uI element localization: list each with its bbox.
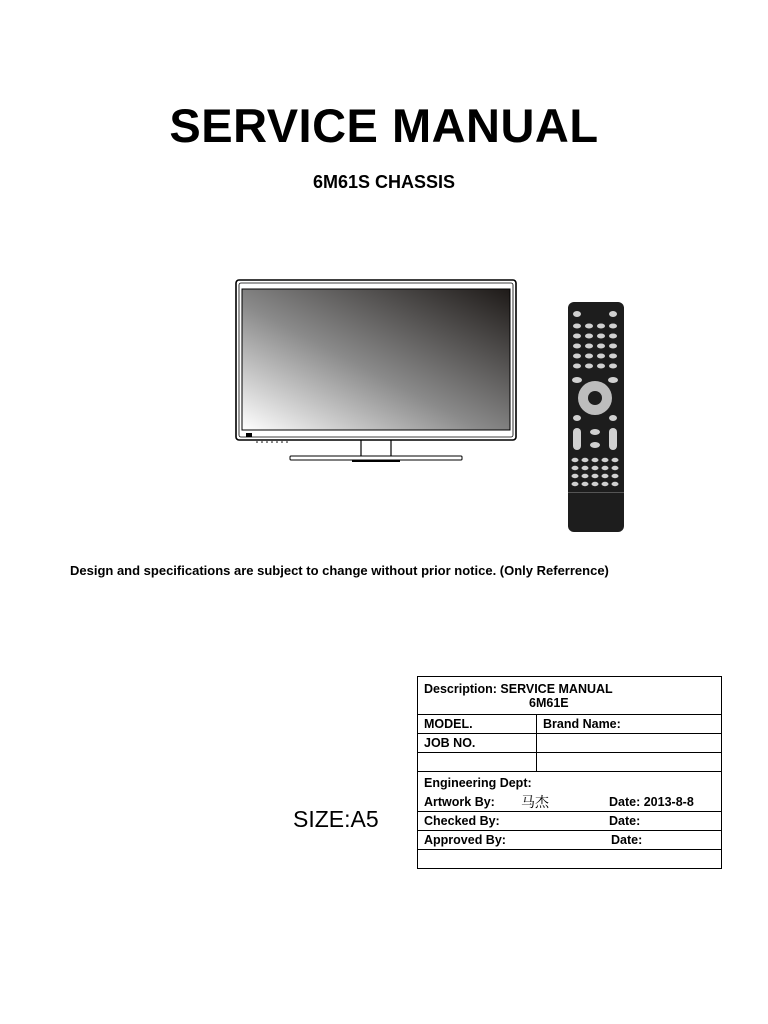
document-subtitle: 6M61S CHASSIS <box>312 172 456 192</box>
model-label: MODEL. <box>418 715 537 734</box>
document-info-table <box>417 676 722 869</box>
table-row <box>418 831 722 850</box>
description-label: Description: SERVICE MANUAL <box>424 682 613 696</box>
description-model: 6M61E <box>529 696 569 710</box>
engineering-cell <box>418 772 722 812</box>
table-row <box>418 753 722 772</box>
empty-cell <box>537 753 722 772</box>
approved-by-cell <box>418 831 722 850</box>
approved-by-label: Approved By: <box>424 833 506 847</box>
artwork-by-name: 马杰 <box>521 793 549 810</box>
table-row <box>418 734 722 753</box>
document-title: SERVICE MANUAL <box>169 99 599 152</box>
engineering-dept-label: Engineering Dept: <box>424 775 532 790</box>
table-row <box>418 850 722 869</box>
description-cell <box>418 677 722 715</box>
table-row <box>418 715 722 734</box>
table-row <box>418 677 722 715</box>
checked-by-cell <box>418 812 722 831</box>
checked-by-label: Checked By: <box>424 814 500 828</box>
paper-size-label: SIZE:A5 <box>293 806 379 832</box>
approved-date-label: Date: <box>611 833 643 847</box>
empty-cell <box>418 850 722 869</box>
artwork-date: Date: 2013-8-8 <box>609 794 694 809</box>
disclaimer-notice: Design and specifications are subject to change without prior notice. (Only Referrence) <box>70 563 609 578</box>
job-number-label: JOB NO. <box>418 734 537 753</box>
tv-illustration <box>232 276 522 468</box>
table-row <box>418 812 722 831</box>
table-row <box>418 772 722 812</box>
job-number-value <box>537 734 722 753</box>
empty-cell <box>418 753 537 772</box>
artwork-by-label: Artwork By: <box>424 794 495 809</box>
checked-date-label: Date: <box>609 814 641 828</box>
brand-name-label: Brand Name: <box>537 715 722 734</box>
remote-control-illustration <box>563 300 627 536</box>
